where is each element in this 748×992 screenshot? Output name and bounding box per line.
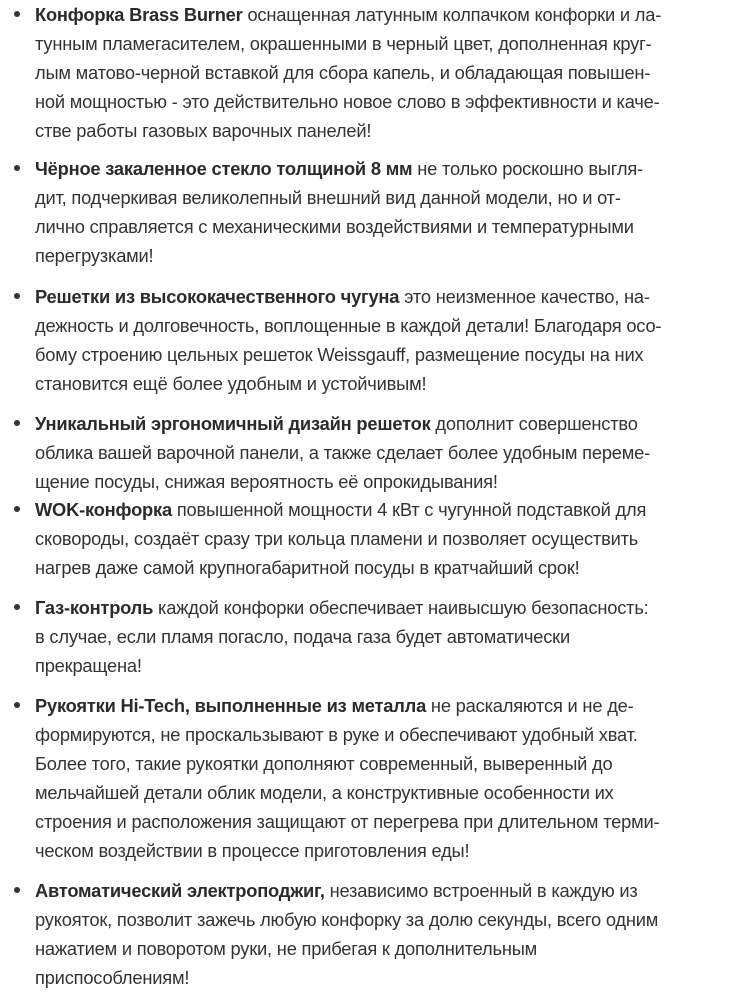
item-line: Автоматический электроподжиг, независимо встроенный в каждую из (35, 880, 638, 901)
item-line: лично справляется с механическими воздействиями и температурными (35, 216, 634, 237)
item-line: Рукоятки Hi-Tech, выполненные из металла не раскаляются и не де- (35, 695, 634, 716)
item-line: мельчайшей детали облик модели, а конструктивные особенности их (35, 782, 614, 803)
item-line: ческом воздействии в процессе приготовления еды! (35, 840, 470, 861)
bullet-icon (14, 604, 20, 610)
item-line: тунным пламегасителем, окрашенными в черный цвет, дополненная круг- (35, 33, 652, 54)
item-line: становится ещё более удобным и устойчивым! (35, 373, 427, 394)
list-item-design (0, 409, 748, 496)
item-line: Уникальный эргономичный дизайн решеток дополнит совершенство (35, 413, 638, 434)
list-item-wok (0, 495, 748, 582)
item-line: Газ-контроль каждой конфорки обеспечивает наивысшую безопасность: (35, 597, 649, 618)
item-line: перегрузками! (35, 245, 154, 266)
item-line: Более того, такие рукоятки дополняют современный, выверенный до (35, 753, 613, 774)
item-line: щение посуды, снижая вероятность её опрокидывания! (35, 471, 498, 492)
item-line: ной мощностью - это действительно новое слово в эффективности и каче- (35, 91, 660, 112)
item-line: Конфорка Brass Burner оснащенная латунным колпачком конфорки и ла- (35, 4, 662, 25)
bullet-icon (14, 293, 20, 299)
item-line: рукояток, позволит зажечь любую конфорку за долю секунды, всего одним (35, 909, 659, 930)
bullet-icon (14, 165, 20, 171)
item-line: лым матово-черной вставкой для сбора капель, и обладающая повышен- (35, 62, 651, 83)
item-line: стве работы газовых варочных панелей! (35, 120, 372, 141)
item-title: Рукоятки Hi-Tech, выполненные из металла (35, 695, 427, 716)
list-item-grates (0, 282, 748, 398)
list-item-brass-burner (0, 0, 748, 145)
item-line: в случае, если пламя погасло, подача газа будет автоматически (35, 626, 570, 647)
list-item-ignition (0, 876, 748, 992)
item-line: облика вашей варочной панели, а также сделает более удобным переме- (35, 442, 651, 463)
item-title: WOK-конфорка (35, 499, 172, 520)
list-item-glass (0, 154, 748, 270)
bullet-icon (14, 11, 20, 17)
item-line: нажатием и поворотом руки, не прибегая к дополнительным (35, 938, 538, 959)
item-line: Решетки из высококачественного чугуна это неизменное качество, на- (35, 286, 650, 307)
bullet-icon (14, 506, 20, 512)
item-line: сковороды, создаёт сразу три кольца пламени и позволяет осуществить (35, 528, 639, 549)
item-line: дежность и долговечность, воплощенные в каждой детали! Благодаря осо- (35, 315, 662, 336)
item-line: нагрев даже самой крупногабаритной посуды в кратчайший срок! (35, 557, 580, 578)
item-title: Газ-контроль (35, 597, 154, 618)
item-line: приспособлениям! (35, 967, 190, 988)
bullet-icon (14, 420, 20, 426)
item-title: Чёрное закаленное стекло толщиной 8 мм (35, 158, 413, 179)
item-line: дит, подчеркивая великолепный внешний вид данной модели, но и от- (35, 187, 621, 208)
item-title: Автоматический электроподжиг, (35, 880, 325, 901)
item-title: Уникальный эргономичный дизайн решеток (35, 413, 431, 434)
item-line: строения и расположения защищают от перегрева при длительном терми- (35, 811, 660, 832)
item-line: бому строению цельных решеток Weissgauff, размещение посуды на них (35, 344, 644, 365)
item-line: формируются, не проскальзывают в руке и обеспечивают удобный хват. (35, 724, 638, 745)
item-line: Чёрное закаленное стекло толщиной 8 мм не только роскошно выгля- (35, 158, 643, 179)
bullet-icon (14, 887, 20, 893)
item-title: Конфорка Brass Burner (35, 4, 243, 25)
bullet-icon (14, 702, 20, 708)
list-item-gas-control (0, 593, 748, 680)
item-line: WOK-конфорка повышенной мощности 4 кВт с чугунной подставкой для (35, 499, 647, 520)
list-item-handles (0, 691, 748, 865)
item-title: Решетки из высококачественного чугуна (35, 286, 400, 307)
item-line: прекращена! (35, 655, 142, 676)
